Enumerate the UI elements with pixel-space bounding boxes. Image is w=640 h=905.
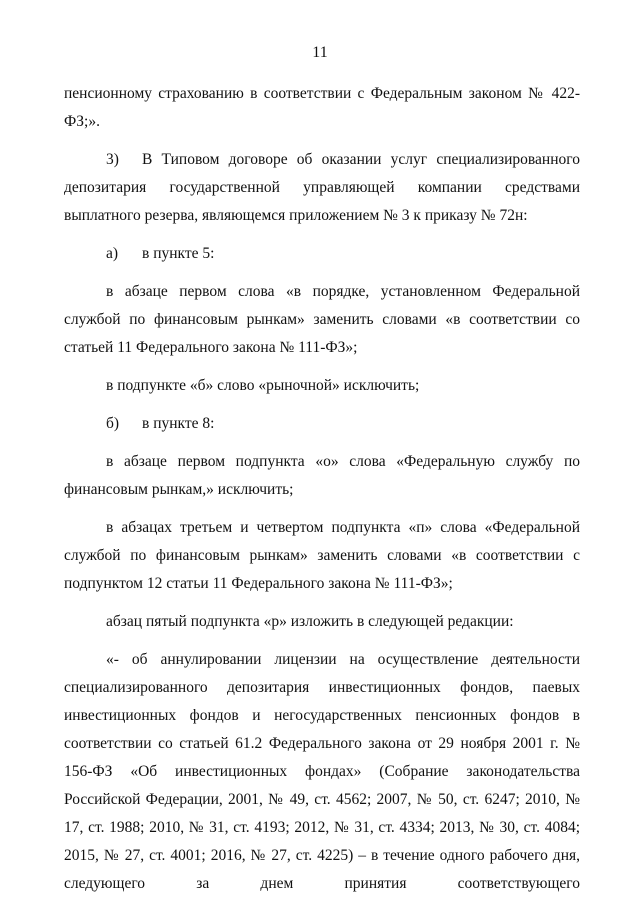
paragraph-text: абзац пятый подпункта «р» изложить в следующей редакции:	[106, 613, 514, 630]
paragraph-amendment	[64, 372, 580, 400]
paragraph-amendment	[64, 608, 580, 636]
paragraph-text: в абзаце первом подпункта «о» слова «Федеральную службу по финансовым рынкам,» исключить;	[64, 453, 580, 498]
paragraph-text: «- об аннулировании лицензии на осуществление деятельности специализированного депозитария инвестиционных фондов, паевых инвестиционных фондов и негосударственных пенсионных фондов в соответствии со статьей 61.2 Федерального закона от 29 ноября 2001 г. № 156-ФЗ «Об инвестиционных фондах» (Собрание законодательства Российской Федерации, 2001, № 49, ст. 4562; 2007, № 50, ст. 6247; 2010, № 17, ст. 1988; 2010, № 31, ст. 4193; 2012, № 31, ст. 4334; 2013, № 30, ст. 4084; 2015, № 27, ст. 4001; 2016, № 27, ст. 4225) – в течение одного рабочего дня, следующего за днем принятия соответствующего	[64, 651, 580, 892]
paragraph-marker: а)	[106, 245, 119, 262]
paragraph-text: в подпункте «б» слово «рыночной» исключить;	[106, 377, 420, 394]
paragraph-marker: 3)	[106, 151, 119, 168]
paragraph-new-wording	[64, 646, 580, 898]
paragraph-marker: б)	[106, 415, 120, 432]
paragraph-text: в пункте 5:	[142, 245, 215, 262]
paragraph-continuation	[64, 80, 580, 136]
paragraph-amendment	[64, 278, 580, 362]
paragraph-text: в пункте 8:	[142, 415, 215, 432]
paragraph-text: в абзаце первом слова «в порядке, установленном Федеральной службой по финансовым рынкам» заменить словами «в соответствии со статьей 11 Федерального закона № 111-ФЗ»;	[64, 283, 580, 356]
document-body	[64, 80, 580, 898]
paragraph-text: пенсионному страхованию в соответствии с Федеральным законом № 422-ФЗ;».	[64, 85, 580, 130]
paragraph-text: В Типовом договоре об оказании услуг специализированного депозитария государственной управляющей компании средствами выплатного резерва, являющемся приложением № 3 к приказу № 72н:	[64, 151, 580, 224]
paragraph-subitem-a	[64, 240, 580, 268]
paragraph-subitem-b	[64, 410, 580, 438]
page-number: 11	[312, 44, 328, 61]
paragraph-item-3	[64, 146, 580, 230]
paragraph-amendment	[64, 448, 580, 504]
paragraph-text: в абзацах третьем и четвертом подпункта «п» слова «Федеральной службой по финансовым рынкам» заменить словами «в соответствии с подпунктом 12 статьи 11 Федерального закона № 111-ФЗ»;	[64, 519, 580, 592]
paragraph-amendment	[64, 514, 580, 598]
